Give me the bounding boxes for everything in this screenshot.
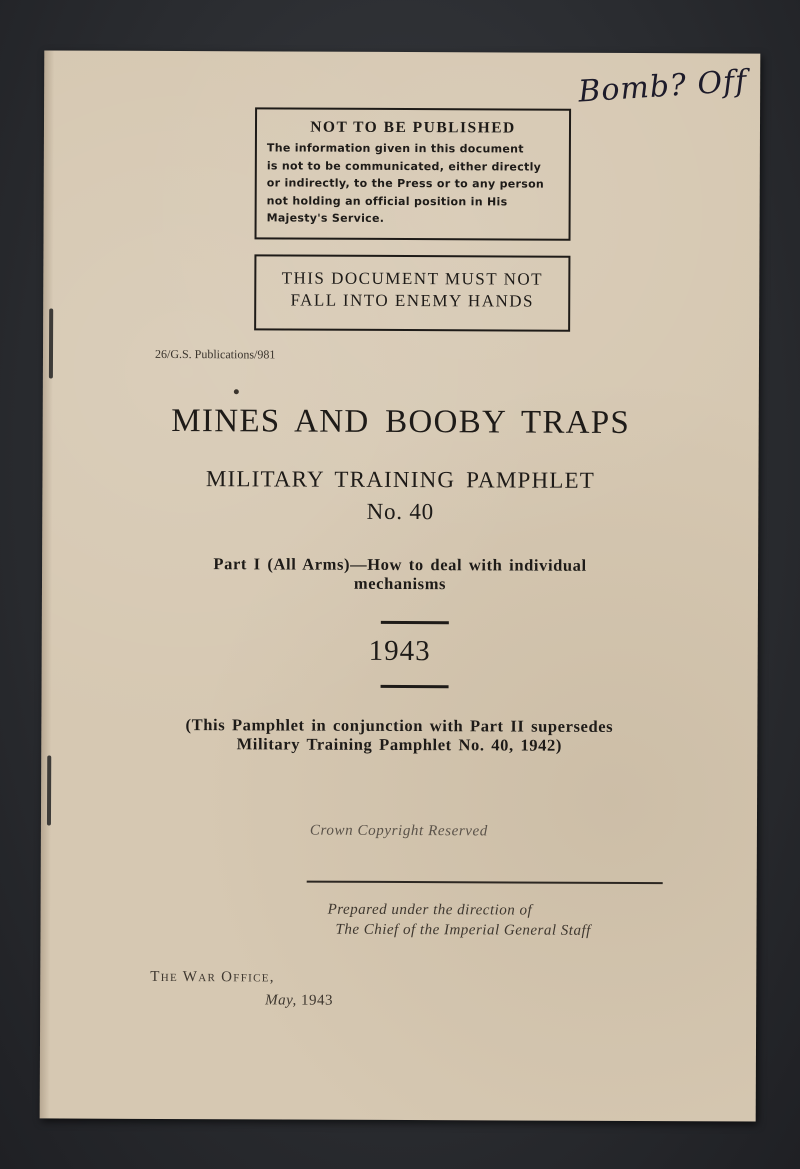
document-subtitle: MILITARY TRAINING PAMPHLET: [205, 466, 596, 493]
enemy-warning-text: [256, 267, 568, 312]
security-notice-line: not holding an official position in His: [266, 193, 508, 208]
supersedes-line-2: Military Training Pamphlet No. 40, 1942): [236, 734, 563, 755]
prepared-line-2: The Chief of the Imperial General Staff: [335, 921, 591, 939]
issue-month: May,: [265, 992, 297, 1009]
copyright-notice: Crown Copyright Reserved: [309, 822, 488, 840]
security-notice-line: The information given in this document: [266, 141, 524, 156]
issue-date: [265, 992, 333, 1009]
staple-bottom: [47, 755, 51, 825]
publication-reference: 26/G.S. Publications/981: [154, 346, 276, 362]
year-rule-bottom: [381, 685, 449, 688]
enemy-warning-box: [254, 254, 570, 331]
signature-rule: [307, 881, 663, 884]
ink-dot: [234, 389, 239, 394]
part-description: [42, 553, 758, 594]
security-notice-box: [255, 107, 572, 240]
supersedes-note: [41, 714, 757, 755]
prepared-line-1: Prepared under the direction of: [327, 901, 533, 919]
issue-year: 1943: [300, 992, 334, 1009]
part-line-2: mechanisms: [353, 573, 447, 594]
security-notice-body: [257, 136, 569, 228]
year-rule-top: [381, 621, 449, 624]
enemy-warning-line-1: THIS DOCUMENT MUST NOT: [281, 268, 544, 289]
part-line-1: Part I (All Arms)—How to deal with individual: [213, 554, 587, 575]
enemy-warning-line-2: FALL INTO ENEMY HANDS: [290, 290, 535, 311]
pamphlet-cover: [40, 50, 761, 1121]
security-notice-line: is not to be communicated, either directly: [266, 158, 542, 174]
supersedes-line-1: (This Pamphlet in conjunction with Part II supersedes: [185, 715, 614, 736]
document-title: MINES AND BOOBY TRAPS: [171, 403, 631, 442]
handwritten-note: Bomb? Off: [577, 63, 749, 110]
prepared-by: [327, 900, 590, 941]
publication-year: 1943: [368, 634, 431, 668]
security-notice-line: or indirectly, to the Press or to any person: [266, 176, 545, 191]
security-notice-title: NOT TO BE PUBLISHED: [310, 118, 516, 137]
issuer: The War Office,: [150, 968, 275, 986]
staple-top: [49, 308, 53, 378]
pamphlet-number: No. 40: [366, 498, 435, 525]
security-notice-line: Majesty's Service.: [266, 211, 385, 225]
